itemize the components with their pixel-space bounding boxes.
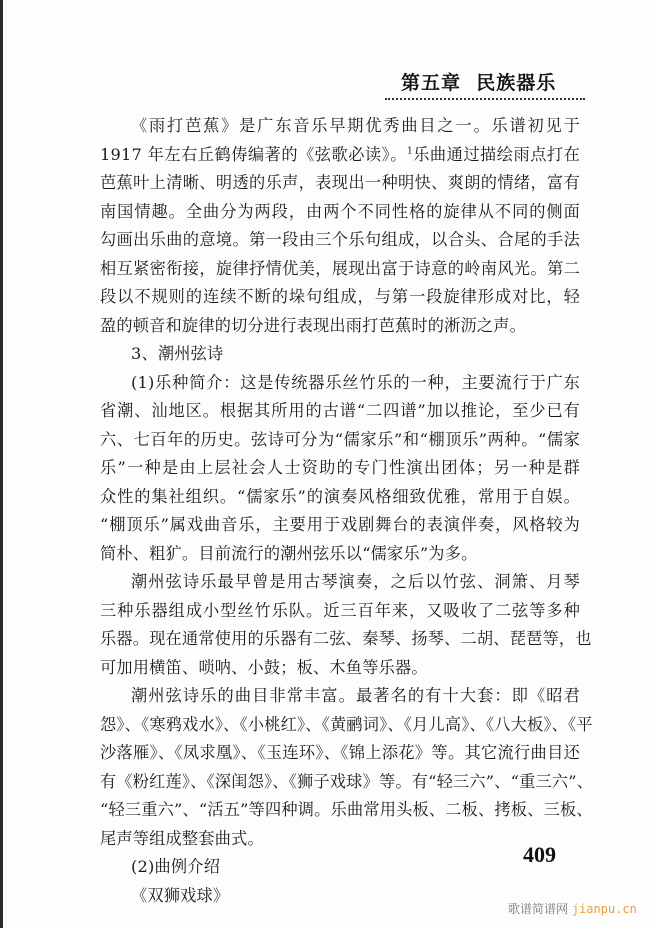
piece-title: 《双狮戏球》 bbox=[131, 885, 230, 905]
body-text bbox=[100, 112, 594, 910]
header-rule bbox=[385, 98, 585, 100]
paragraph-line: 可加用横笛、唢呐、小鼓；板、木鱼等乐器。 bbox=[100, 657, 428, 677]
paragraph-line: 尾声等组成整套曲式。 bbox=[100, 828, 264, 848]
paragraph-line: 潮州弦诗乐最早曾是用古琴演奏，之后以竹弦、洞箫、月琴 bbox=[131, 572, 580, 591]
paragraph-line: 相互紧密衔接，旋律抒情优美，展现出富于诗意的岭南风光。第二 bbox=[100, 258, 580, 278]
paragraph-line: 芭蕉叶上清晰、明透的乐声，表现出一种明快、爽朗的情绪，富有 bbox=[100, 173, 580, 192]
paragraph-line: 怨》、《寒鸦戏水》、《小桃红》、《黄鹂词》、《月儿高》、《八大板》、《平 bbox=[100, 714, 593, 734]
watermark-text: 歌谱简谱网 bbox=[508, 902, 569, 916]
section-heading: 3、潮州弦诗 bbox=[131, 344, 224, 363]
chapter-title: 民族器乐 bbox=[476, 72, 557, 94]
paragraph-line: 勾画出乐曲的意境。第一段由三个乐句组成，以合头、合尾的手法 bbox=[100, 230, 580, 249]
paragraph-line: 沙落雁》、《凤求凰》、《玉连环》、《锦上添花》等。其它流行曲目还 bbox=[100, 743, 580, 762]
paragraph-line: 六、七百年的历史。弦诗可分为“儒家乐”和“棚顶乐”两种。“儒家 bbox=[100, 429, 580, 449]
paragraph-line: 乐”一种是由上层社会人士资助的专门性演出团体；另一种是群 bbox=[100, 458, 580, 477]
paragraph-line: “轻三重六”、“活五”等四种调。乐曲常用头板、二板、拷板、三板、 bbox=[100, 800, 593, 819]
paragraph-line: 有《粉红莲》、《深闺怨》、《狮子戏球》等。有“轻三六”、“重三六”、 bbox=[100, 771, 594, 791]
watermark bbox=[508, 900, 637, 917]
subsection-heading: (2)曲例介绍 bbox=[131, 857, 221, 876]
paragraph-line: 段以不规则的连续不断的垛句组成，与第一段旋律形成对比，轻 bbox=[100, 287, 580, 306]
chapter-number: 第五章 bbox=[401, 72, 462, 94]
paragraph-line: 乐器。现在通常使用的乐器有二弦、秦琴、扬琴、二胡、琵琶等，也 bbox=[100, 629, 592, 648]
paragraph-line: 众性的集社组织。“儒家乐”的演奏风格细致优雅，常用于自娱。 bbox=[100, 486, 580, 506]
paragraph-line: “棚顶乐”属戏曲音乐，主要用于戏剧舞台的表演伴奏，风格较为 bbox=[100, 515, 580, 534]
paragraph-line: 《雨打芭蕉》是广东音乐早期优秀曲目之一。乐谱初见于 bbox=[131, 116, 580, 135]
footnote-marker: 1 bbox=[406, 146, 413, 157]
paragraph-line: 简朴、粗犷。目前流行的潮州弦乐以“儒家乐”为多。 bbox=[100, 543, 478, 563]
paragraph-line: 三种乐器组成小型丝竹乐队。近三百年来，又吸收了二弦等多种 bbox=[100, 600, 580, 620]
paragraph-line: 省潮、汕地区。根据其所用的古谱“二四谱”加以推论，至少已有 bbox=[100, 401, 580, 420]
paragraph-line: (1)乐种简介：这是传统器乐丝竹乐的一种，主要流行于广东 bbox=[131, 372, 580, 392]
watermark-site: jianpu.cn bbox=[571, 902, 637, 916]
paragraph-line: 1917 年左右丘鹤俦编著的《弦歌必读》。$^1$乐曲通过描绘雨点打在 bbox=[100, 144, 580, 164]
running-header bbox=[401, 68, 556, 95]
paragraph-line: 盈的顿音和旋律的切分进行表现出雨打芭蕉时的淅沥之声。 bbox=[100, 315, 527, 335]
paragraph-line: 潮州弦诗乐的曲目非常丰富。最著名的有十大套：即《昭君 bbox=[131, 686, 580, 705]
paragraph-line: 南国情趣。全曲分为两段，由两个不同性格的旋律从不同的侧面 bbox=[100, 201, 580, 221]
page-number: 409 bbox=[523, 842, 556, 867]
